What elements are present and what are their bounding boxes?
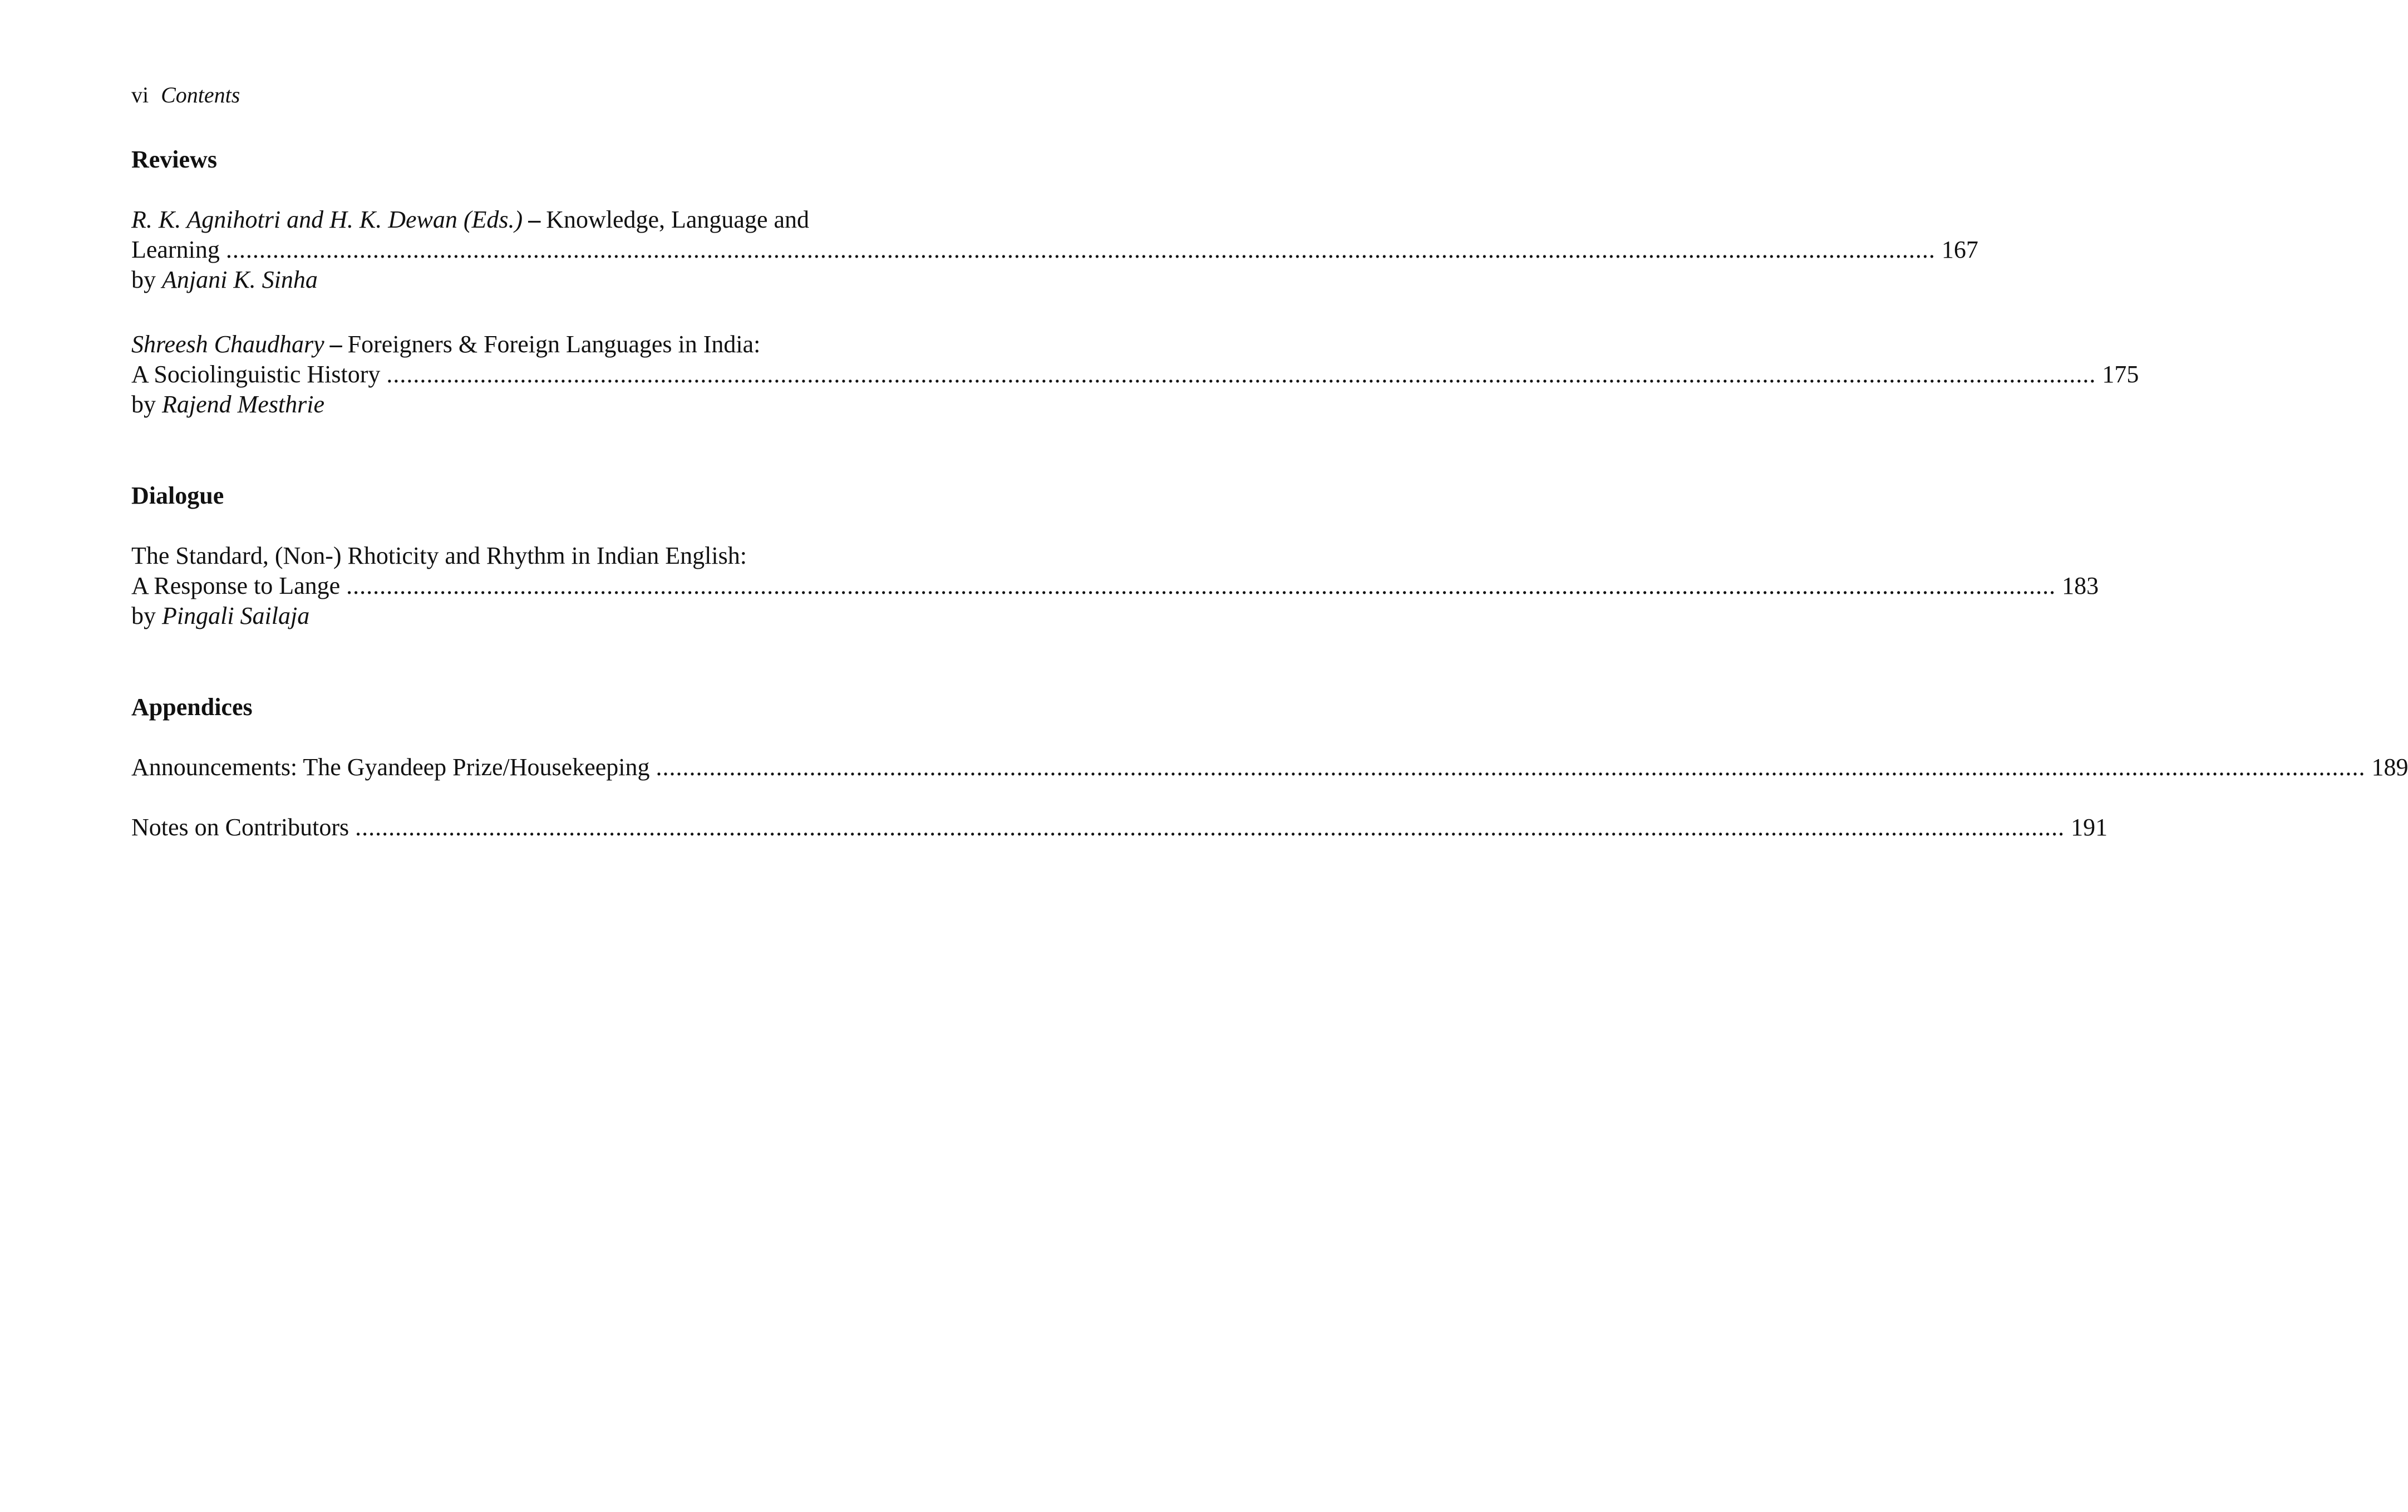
entry-line-2 xyxy=(131,235,1978,265)
entry-page-number: 175 xyxy=(2102,361,2139,388)
entry-authors: R. K. Agnihotri and H. K. Dewan (Eds.) xyxy=(131,206,523,233)
toc-entry[interactable] xyxy=(131,205,1978,295)
entry-dash: – xyxy=(329,331,342,358)
entry-line-1: The Standard, (Non-) Rhoticity and Rhythm in Indian English: xyxy=(131,542,747,569)
entry-line-2 xyxy=(131,571,2099,601)
entry-title-line2: A Sociolinguistic History xyxy=(131,361,381,388)
section-heading-appendices: Appendices xyxy=(131,693,253,721)
entry-dash: – xyxy=(528,206,541,233)
entry-page-number: 189 xyxy=(2371,753,2408,781)
dot-leader xyxy=(386,361,2096,388)
dot-leader xyxy=(226,236,1936,263)
entry-page-number: 167 xyxy=(1941,236,1978,263)
dot-leader xyxy=(656,753,2365,781)
section-heading-dialogue: Dialogue xyxy=(131,482,224,509)
entry-line-1 xyxy=(131,812,2108,843)
running-title: Contents xyxy=(161,82,240,107)
entry-line-1 xyxy=(131,205,910,235)
page-number: vi xyxy=(131,82,149,107)
entry-title-line1: Foreigners & Foreign Languages in India: xyxy=(347,331,761,358)
entry-line-1 xyxy=(131,329,910,359)
running-header xyxy=(131,81,240,109)
toc-entry[interactable] xyxy=(131,329,2139,420)
entry-reviewer: Rajend Mesthrie xyxy=(162,391,325,418)
entry-by: by xyxy=(131,391,156,418)
dot-leader xyxy=(355,814,2065,841)
dot-leader xyxy=(346,572,2056,599)
entry-title-line2: Learning xyxy=(131,236,220,263)
toc-entry[interactable] xyxy=(131,541,2099,631)
entry-title-line2: A Response to Lange xyxy=(131,572,341,599)
entry-title: Announcements: The Gyandeep Prize/Housekeeping xyxy=(131,753,650,781)
entry-line-2 xyxy=(131,359,2139,390)
entry-reviewer: Anjani K. Sinha xyxy=(162,266,318,293)
entry-page-number: 183 xyxy=(2062,572,2099,599)
toc-entry[interactable] xyxy=(131,752,2408,782)
entry-line-3 xyxy=(131,601,910,631)
entry-by: by xyxy=(131,602,156,629)
entry-title: Notes on Contributors xyxy=(131,814,349,841)
entry-by: by xyxy=(131,266,156,293)
entry-line-1 xyxy=(131,752,2408,782)
entry-authors: Shreesh Chaudhary xyxy=(131,331,324,358)
entry-line-3 xyxy=(131,390,910,420)
entry-page-number: 191 xyxy=(2071,814,2108,841)
section-heading-reviews: Reviews xyxy=(131,146,217,173)
entry-author: Pingali Sailaja xyxy=(162,602,310,629)
entry-line-3 xyxy=(131,265,910,295)
toc-entry[interactable] xyxy=(131,812,2108,843)
entry-title-line1: Knowledge, Language and xyxy=(546,206,810,233)
